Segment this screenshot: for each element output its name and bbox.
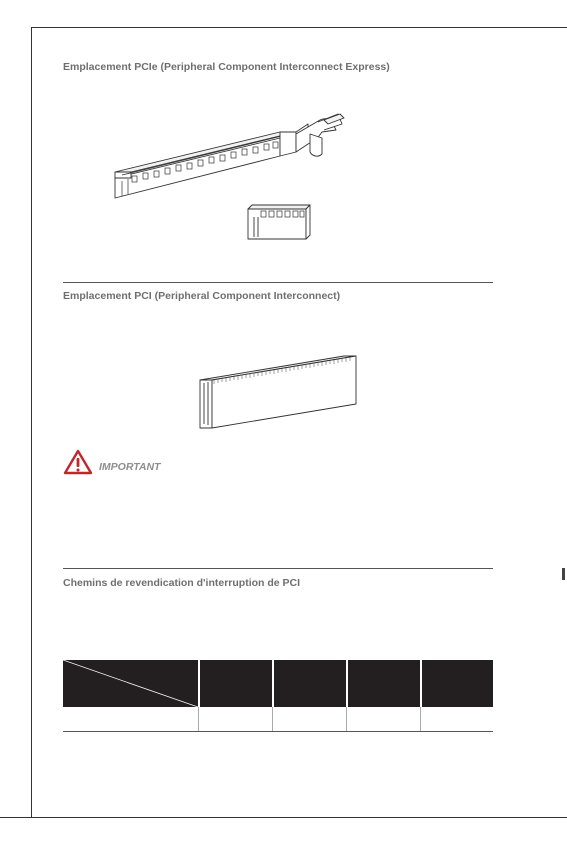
pci-section-title: Emplacement PCI (Peripheral Component Interconnect) <box>63 290 341 302</box>
page-frame-top <box>31 27 567 28</box>
pcie-x16-slot-illustration <box>110 110 345 202</box>
page-frame-left <box>31 27 32 817</box>
pci-slot-illustration <box>196 350 362 432</box>
important-label: IMPORTANT <box>99 461 161 473</box>
table-cell <box>421 707 493 731</box>
irq-routing-table <box>63 660 493 732</box>
irq-table-header <box>63 660 493 707</box>
irq-table-corner-cell <box>63 660 198 707</box>
table-cell <box>347 707 421 731</box>
irq-table-header-cell <box>200 660 272 707</box>
pcie-x1-slot-illustration <box>244 197 314 245</box>
page-side-marker <box>562 568 565 580</box>
pcie-section-title: Emplacement PCIe (Peripheral Component Interconnect Express) <box>63 61 390 73</box>
table-cell <box>199 707 273 731</box>
page-frame-bottom <box>0 817 567 818</box>
section-divider <box>63 282 493 283</box>
important-callout <box>63 449 160 475</box>
warning-triangle-icon <box>63 449 93 475</box>
table-cell <box>273 707 347 731</box>
irq-table-header-cell <box>348 660 420 707</box>
table-cell <box>63 707 199 731</box>
table-row <box>63 707 493 731</box>
irq-table-header-cell <box>422 660 493 707</box>
section-divider <box>63 568 493 569</box>
table-bottom-rule <box>63 731 493 732</box>
irq-table-header-cell <box>274 660 346 707</box>
irq-section-title: Chemins de revendication d'interruption de PCI <box>63 577 301 589</box>
